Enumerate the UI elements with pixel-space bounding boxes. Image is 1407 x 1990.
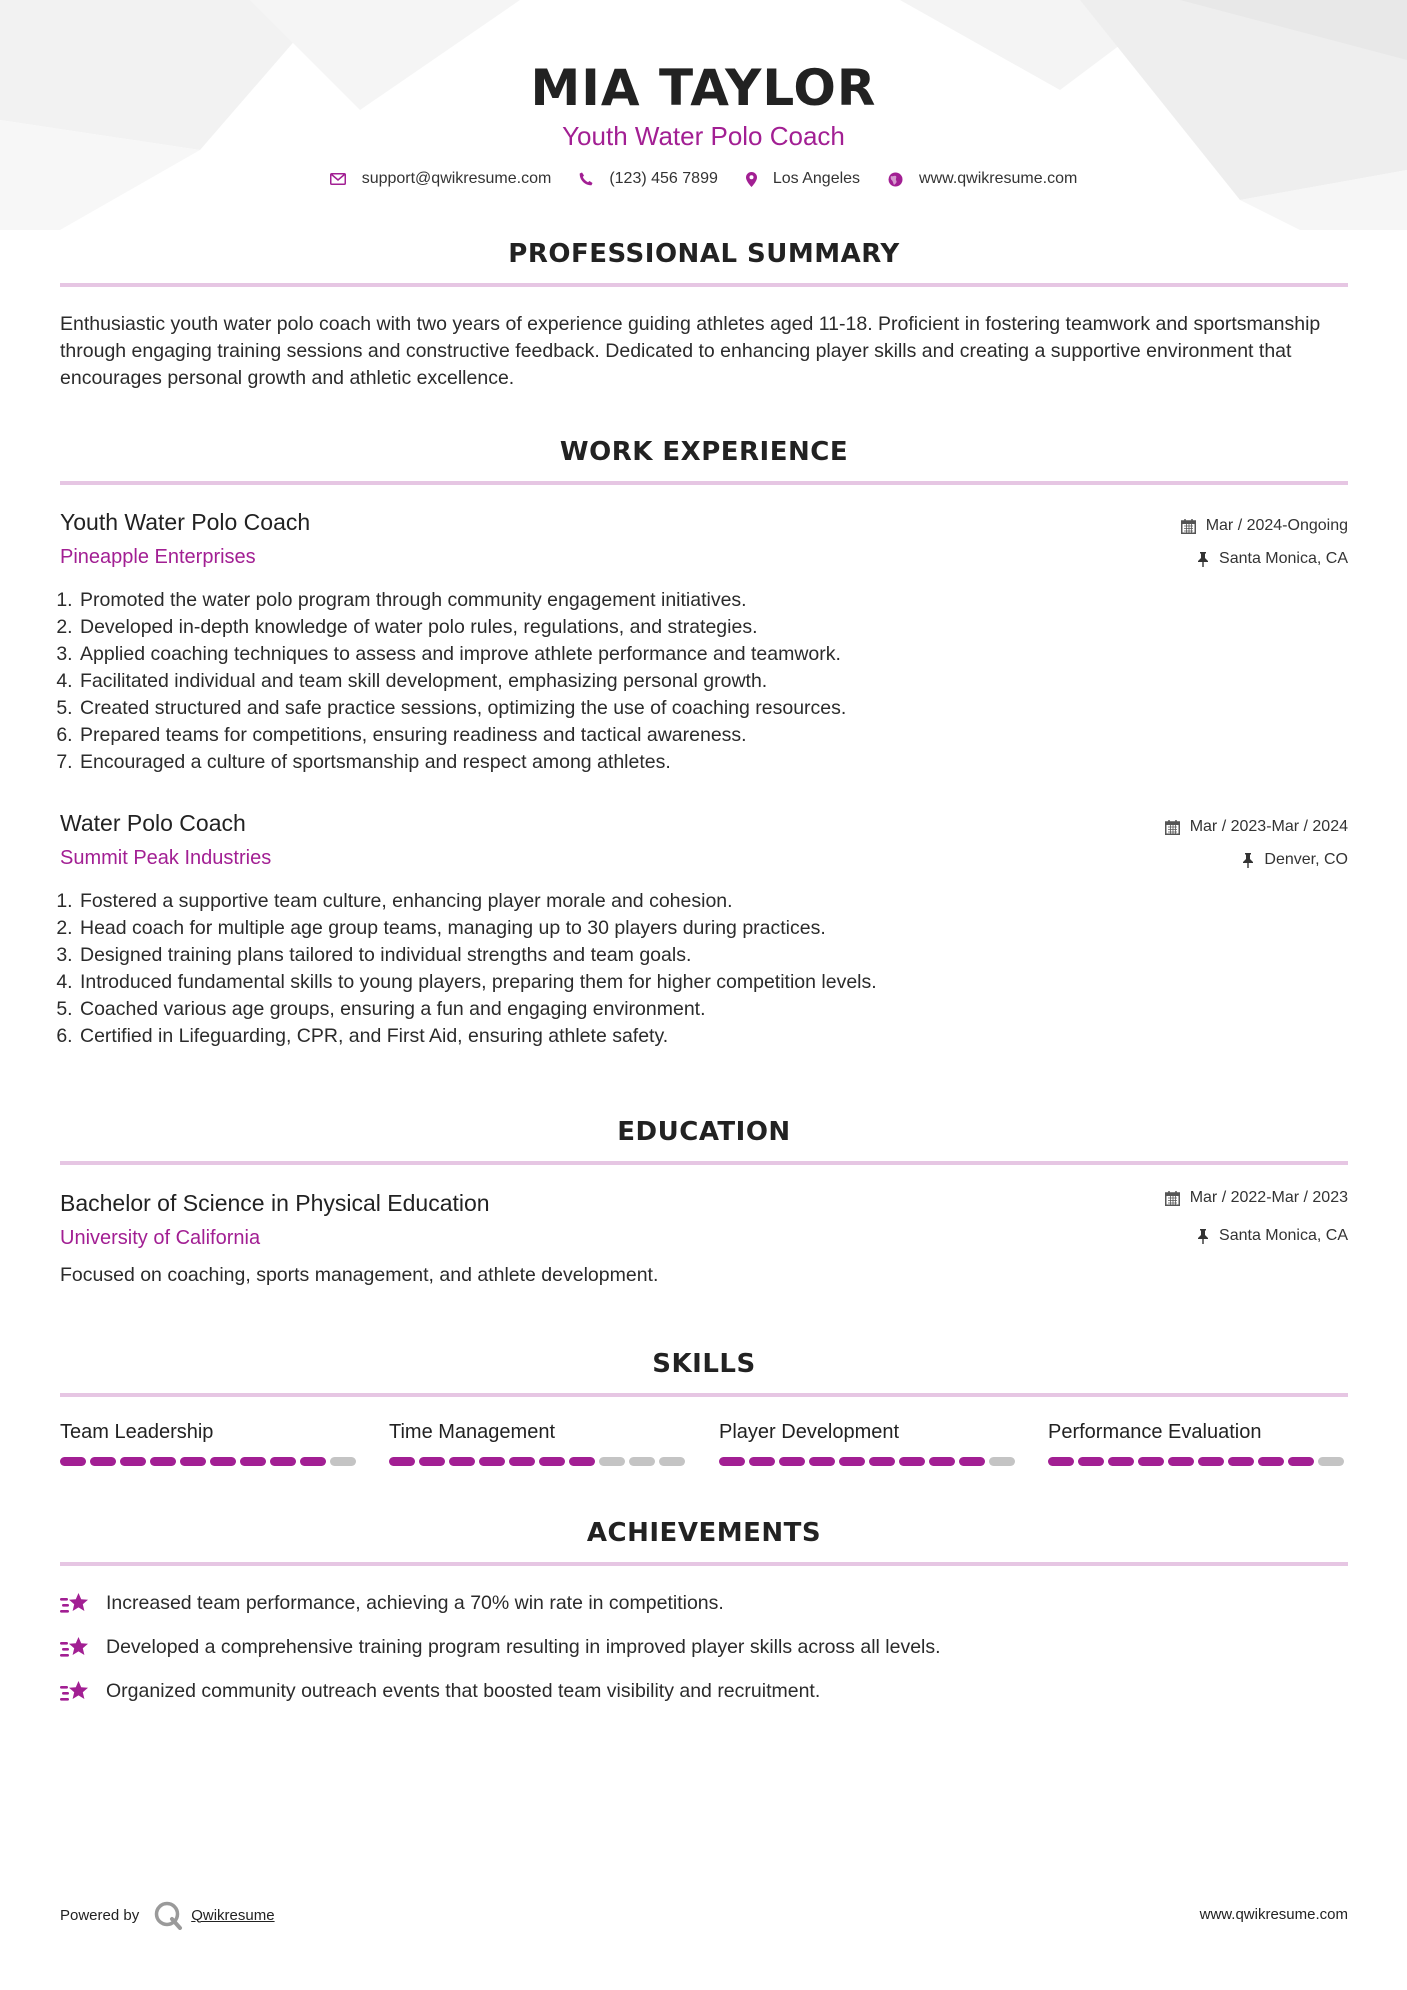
powered-by-label: Powered by [60, 1906, 140, 1924]
map-pin-icon [746, 172, 757, 187]
skill-level-segment [1318, 1457, 1344, 1466]
qwikresume-logo-icon [153, 1900, 183, 1930]
list-item: 2. Developed in-depth knowledge of water polo rules, regulations, and strategies. [78, 614, 846, 641]
summary-divider [60, 283, 1348, 287]
skill-level-segment [869, 1457, 895, 1466]
list-item: 4. Introduced fundamental skills to young players, preparing them for higher competition levels. [78, 969, 877, 996]
education-dates-text: Mar / 2022-Mar / 2023 [1189, 1189, 1348, 1206]
skill-level-segment [90, 1457, 116, 1466]
contact-bar [0, 170, 1407, 188]
skill-item [60, 1419, 360, 1466]
skill-item [719, 1419, 1019, 1466]
calendar-icon [1181, 519, 1196, 534]
skill-level-segment [629, 1457, 655, 1466]
skill-name: Player Development [719, 1421, 900, 1443]
resume-header [0, 58, 1407, 188]
job-dates [1181, 517, 1348, 535]
education-degree: Bachelor of Science in Physical Education [60, 1190, 490, 1216]
phone-text: (123) 456 7899 [609, 170, 718, 187]
candidate-role: Youth Water Polo Coach [562, 121, 845, 151]
contact-email[interactable] [330, 170, 552, 188]
phone-icon [579, 172, 593, 186]
summary-text: Enthusiastic youth water polo coach with two years of experience guiding athletes aged 11-18. Proficient in fostering teamwork and sportsmanship through engaging training sessions and constructive feedback. Dedicated to enhancing player skills and creating a supportive environment that encourages personal growth and athletic excellence. [60, 313, 1321, 389]
calendar-icon [1165, 820, 1180, 835]
skill-item [1048, 1419, 1348, 1466]
list-item: 3. Applied coaching techniques to assess and improve athlete performance and teamwork. [78, 641, 846, 668]
skill-level-segment [449, 1457, 475, 1466]
skill-level-segment [569, 1457, 595, 1466]
skill-level-segment [1048, 1457, 1074, 1466]
shooting-star-icon [60, 1678, 92, 1704]
list-item: 4. Facilitated individual and team skill development, emphasizing personal growth. [78, 668, 846, 695]
job-dates-text: Mar / 2024-Ongoing [1205, 517, 1348, 534]
job-dates-text: Mar / 2023-Mar / 2024 [1189, 818, 1348, 835]
skill-level-segment [1078, 1457, 1104, 1466]
list-item: 6. Certified in Lifeguarding, CPR, and First Aid, ensuring athlete safety. [78, 1023, 877, 1050]
contact-website[interactable] [888, 170, 1077, 188]
skill-name: Team Leadership [60, 1421, 214, 1443]
skills-heading: SKILLS [652, 1349, 756, 1379]
education-location [1197, 1227, 1348, 1245]
brand-link[interactable]: Qwikresume [191, 1906, 275, 1924]
job-dates [1165, 818, 1348, 836]
skill-level-segment [330, 1457, 356, 1466]
job-location [1242, 851, 1348, 869]
list-item: 3. Designed training plans tailored to individual strengths and team goals. [78, 942, 877, 969]
footer-website[interactable]: www.qwikresume.com [1199, 1906, 1348, 1923]
skill-level-segment [1228, 1457, 1254, 1466]
skill-level-segment [210, 1457, 236, 1466]
job-location-text: Santa Monica, CA [1219, 550, 1348, 567]
shooting-star-icon [60, 1590, 92, 1616]
skills-divider [60, 1393, 1348, 1397]
achievements-divider [60, 1562, 1348, 1566]
skill-level-segment [539, 1457, 565, 1466]
skill-level-segment [749, 1457, 775, 1466]
skill-level-segment [959, 1457, 985, 1466]
skill-name: Time Management [389, 1421, 555, 1443]
list-item: 6. Prepared teams for competitions, ensuring readiness and tactical awareness. [78, 722, 846, 749]
skill-level-bar [389, 1457, 689, 1466]
skill-level-segment [509, 1457, 535, 1466]
skill-level-segment [1198, 1457, 1224, 1466]
skill-level-segment [1288, 1457, 1314, 1466]
achievement-item [60, 1590, 724, 1616]
skill-level-segment [1138, 1457, 1164, 1466]
skill-level-segment [180, 1457, 206, 1466]
skill-level-segment [300, 1457, 326, 1466]
education-dates [1165, 1189, 1348, 1207]
shooting-star-icon [60, 1634, 92, 1660]
skill-level-segment [929, 1457, 955, 1466]
skill-level-segment [989, 1457, 1015, 1466]
skill-level-segment [270, 1457, 296, 1466]
list-item: 1. Fostered a supportive team culture, enhancing player morale and cohesion. [78, 888, 877, 915]
website-text: www.qwikresume.com [919, 170, 1078, 187]
skill-level-segment [839, 1457, 865, 1466]
pushpin-icon [1197, 552, 1209, 567]
achievement-item [60, 1634, 941, 1660]
candidate-name: MIA TAYLOR [530, 59, 877, 117]
skill-level-segment [719, 1457, 745, 1466]
summary-heading: PROFESSIONAL SUMMARY [508, 239, 900, 269]
job-location [1197, 550, 1348, 568]
education-heading: EDUCATION [617, 1117, 791, 1147]
job-title: Youth Water Polo Coach [60, 509, 311, 535]
skill-level-segment [1168, 1457, 1194, 1466]
achievements-heading: ACHIEVEMENTS [586, 1518, 822, 1548]
skill-level-bar [1048, 1457, 1348, 1466]
achievement-item [60, 1678, 820, 1704]
contact-location [746, 170, 860, 188]
skill-level-segment [120, 1457, 146, 1466]
education-location-text: Santa Monica, CA [1219, 1227, 1348, 1244]
education-divider [60, 1161, 1348, 1165]
job-title: Water Polo Coach [60, 810, 246, 836]
list-item: 5. Coached various age groups, ensuring a fun and engaging environment. [78, 996, 877, 1023]
pushpin-icon [1242, 853, 1254, 868]
skill-level-segment [240, 1457, 266, 1466]
skill-level-bar [719, 1457, 1019, 1466]
achievement-text: Organized community outreach events that boosted team visibility and recruitment. [106, 1679, 821, 1702]
email-text: support@qwikresume.com [361, 170, 552, 187]
skill-level-segment [1258, 1457, 1284, 1466]
education-description: Focused on coaching, sports management, and athlete development. [60, 1264, 659, 1286]
location-text: Los Angeles [772, 170, 861, 187]
job-responsibilities [52, 587, 846, 776]
calendar-icon [1165, 1191, 1180, 1206]
skill-level-segment [599, 1457, 625, 1466]
skill-level-segment [419, 1457, 445, 1466]
pushpin-icon [1197, 1229, 1209, 1244]
skill-level-segment [60, 1457, 86, 1466]
education-school: University of California [60, 1227, 261, 1249]
contact-phone[interactable] [579, 170, 718, 188]
skill-level-segment [479, 1457, 505, 1466]
globe-icon [888, 172, 903, 187]
achievement-text: Increased team performance, achieving a 70% win rate in competitions. [106, 1591, 724, 1614]
skill-name: Performance Evaluation [1048, 1421, 1262, 1443]
list-item: 1. Promoted the water polo program through community engagement initiatives. [78, 587, 846, 614]
job-company: Summit Peak Industries [60, 847, 272, 869]
job-responsibilities [52, 888, 877, 1050]
experience-divider [60, 481, 1348, 485]
list-item: 5. Created structured and safe practice sessions, optimizing the use of coaching resources. [78, 695, 846, 722]
list-item: 7. Encouraged a culture of sportsmanship and respect among athletes. [78, 749, 846, 776]
skill-level-segment [389, 1457, 415, 1466]
skill-level-segment [659, 1457, 685, 1466]
footer-powered-by [60, 1900, 275, 1930]
experience-heading: WORK EXPERIENCE [559, 437, 849, 467]
achievement-text: Developed a comprehensive training program resulting in improved player skills across all levels. [106, 1635, 941, 1658]
skill-level-segment [809, 1457, 835, 1466]
skill-level-segment [1108, 1457, 1134, 1466]
envelope-icon [330, 173, 346, 185]
skill-level-segment [899, 1457, 925, 1466]
skill-item [389, 1419, 689, 1466]
job-location-text: Denver, CO [1264, 851, 1348, 868]
skill-level-segment [150, 1457, 176, 1466]
list-item: 2. Head coach for multiple age group teams, managing up to 30 players during practices. [78, 915, 877, 942]
skill-level-segment [779, 1457, 805, 1466]
skill-level-bar [60, 1457, 360, 1466]
job-company: Pineapple Enterprises [60, 546, 256, 568]
